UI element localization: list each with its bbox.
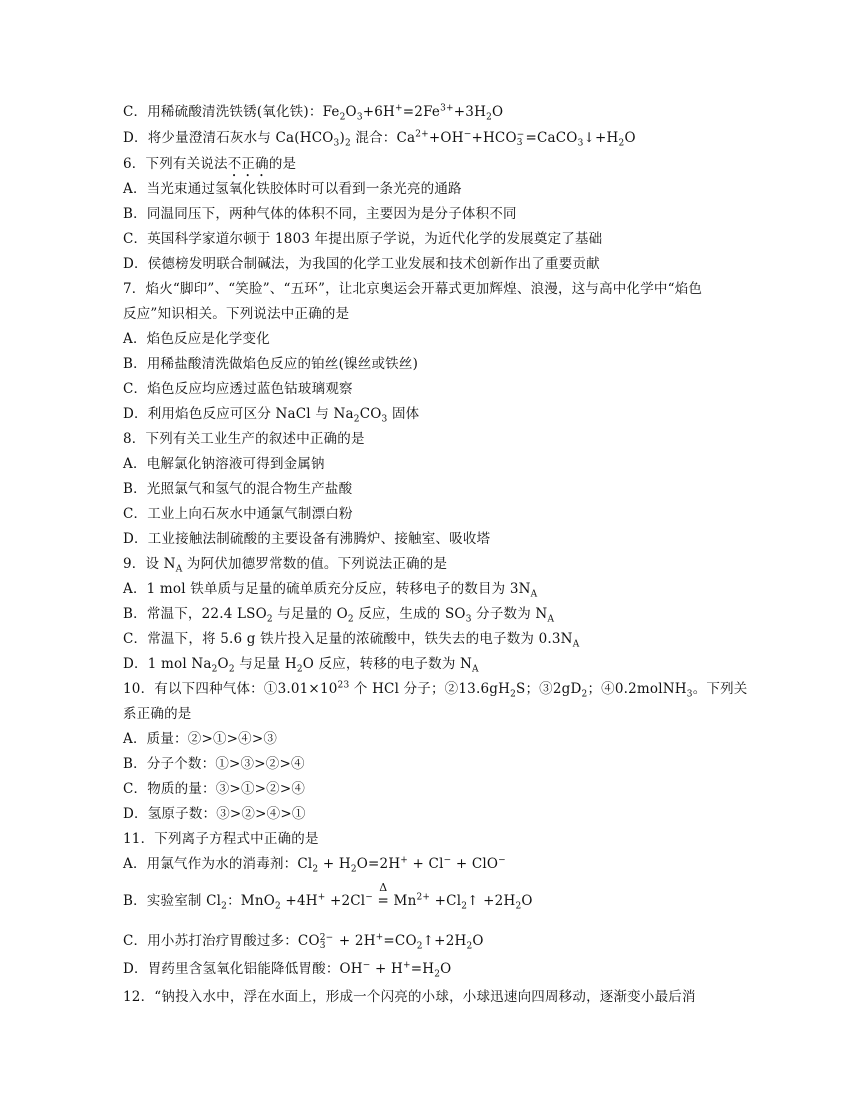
q10-stem-line2: 系正确的是 — [123, 706, 192, 722]
q11-option-a: A．用氯气作为水的消毒剂：$Cl_2 + H_2O=2H^+ + Cl^- + ClO^-$ — [123, 855, 506, 875]
q8-option-a: A．电解氯化钠溶液可得到金属钠 — [123, 456, 325, 472]
q10-option-c: C．物质的量：③>①>②>④ — [123, 781, 306, 797]
q8-stem: 8．下列有关工业生产的叙述中正确的是 — [123, 431, 365, 447]
q7-option-d: D．利用焰色反应可区分 NaCl 与 $Na_2CO_3$ 固体 — [123, 406, 420, 425]
q10-stem-line1: 10．有以下四种气体：$①3.01\times 10^{23}$ 个 HCl 分子；$②13.6gH_2S$；$③2gD_2$；④0.2molNH$_3$。下列关 — [123, 680, 748, 700]
q9-option-a: A．1 mol 铁单质与足量的硫单质充分反应，转移电子的数目为 $3N_A$ — [123, 581, 538, 600]
q11-stem: 11．下列离子方程式中正确的是 — [123, 831, 319, 847]
q10-option-b: B．分子个数：①>③>②>④ — [123, 756, 305, 772]
q10-option-d: D．氢原子数：③>②>④>① — [123, 806, 306, 822]
q5-option-c: C．用稀硫酸清洗铁锈(氧化铁)：$Fe_2O_3+6H^+=2Fe^{3+}+3H_2O$ — [123, 103, 504, 123]
q7-stem-line2: 反应”知识相关。下列说法中正确的是 — [123, 306, 350, 322]
q10-option-a: A．质量：②>①>④>③ — [123, 731, 278, 747]
q7-stem-line1: 7．焰火“脚印”、“笑脸”、“五环”，让北京奥运会开幕式更加辉煌、浪漫，这与高中化学中“焰色 — [123, 281, 703, 297]
heating-condition-equals: Δ = — [377, 881, 390, 909]
q8-option-c: C．工业上向石灰水中通氯气制漂白粉 — [123, 506, 353, 522]
q11-option-c: C．用小苏打治疗胃酸过多：CO 2− 3 + $2H^+=CO_2↑+2H_2O$ — [123, 932, 484, 952]
q5-option-d: D．将少量澄清石灰水与 $Ca(HCO_3)_2$ 混合：$Ca^{2+}+OH^-+HCO$ − 3 $=CaCO_3↓+H_2O$ — [123, 129, 636, 149]
q12-stem-line1: 12．“钠投入水中，浮在水面上，形成一个闪亮的小球，小球迅速向四周移动，逐渐变小最后消 — [123, 989, 696, 1005]
q7-option-c: C．焰色反应均应透过蓝色钴玻璃观察 — [123, 381, 353, 397]
q6-stem: 6．下列有关说法不正确的是 — [123, 156, 297, 172]
q6-option-c: C．英国科学家道尔顿于 1803 年提出原子学说，为近代化学的发展奠定了基础 — [123, 231, 603, 247]
q9-option-c: C．常温下，将 5.6 g 铁片投入足量的浓硫酸中，铁失去的电子数为 $0.3N_A$ — [123, 631, 580, 650]
q6-option-d: D．侯德榜发明联合制碱法，为我国的化学工业发展和技术创新作出了重要贡献 — [123, 256, 600, 272]
q11-option-d: D．胃药里含氢氧化铝能降低胃酸：$OH^- + H^+=H_2O$ — [123, 960, 452, 980]
q8-option-b: B．光照氯气和氢气的混合物生产盐酸 — [123, 481, 353, 497]
q6-option-a: A．当光束通过氢氧化铁胶体时可以看到一条光亮的通路 — [123, 181, 462, 197]
q9-option-b: B．常温下，22.4 $LSO_2$ 与足量的 $O_2$ 反应，生成的 $SO_3$ 分子数为 $N_A$ — [123, 606, 555, 625]
q9-option-d: D．1 mol $Na_2O_2$ 与足量 $H_2O$ 反应，转移的电子数为 $N_A$ — [123, 656, 479, 675]
q7-option-a: A．焰色反应是化学变化 — [123, 331, 270, 347]
q9-stem: 9．设 $N_A$ 为阿伏加德罗常数的值。下列说法正确的是 — [123, 556, 448, 575]
q7-option-b: B．用稀盐酸清洗做焰色反应的铂丝(镍丝或铁丝) — [123, 356, 419, 372]
q11-option-b: B．实验室制 $Cl_2$：MnO$_2$ +4H+ +2Cl− Δ = $Mn^{2+}$ $+Cl_2↑ +2H_2O$ — [123, 881, 533, 912]
q8-option-d: D．工业接触法制硫酸的主要设备有沸腾炉、接触室、吸收塔 — [123, 531, 491, 547]
q6-option-b: B．同温同压下，两种气体的体积不同，主要因为是分子体积不同 — [123, 206, 517, 222]
